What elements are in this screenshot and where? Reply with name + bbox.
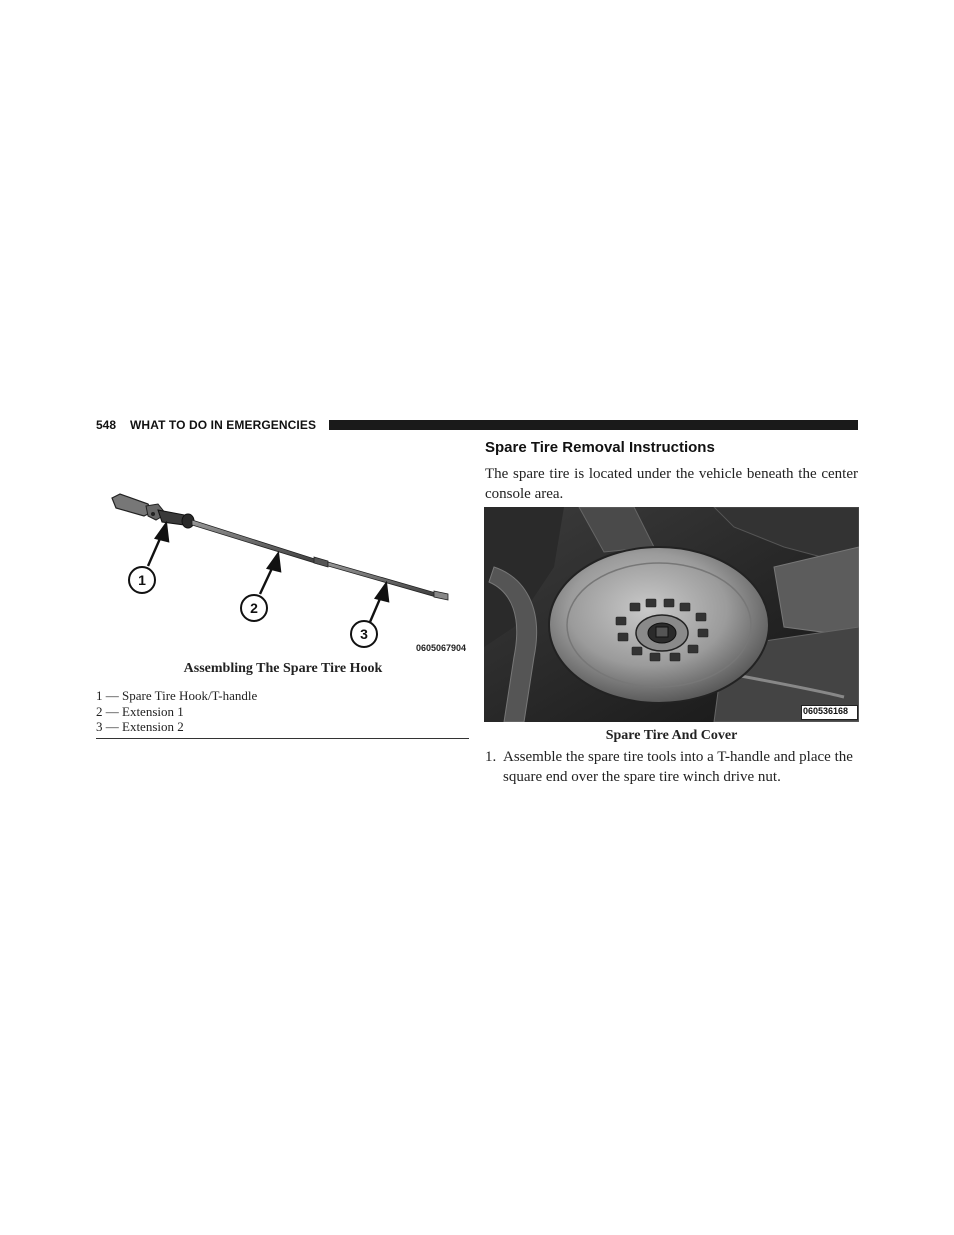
- section-heading: Spare Tire Removal Instructions: [485, 439, 715, 456]
- step-1-number: 1.: [485, 749, 497, 765]
- figure-2-caption: Spare Tire And Cover: [605, 728, 738, 743]
- t-handle-graphic: [112, 494, 194, 528]
- page-header: [96, 417, 858, 433]
- page-number: 548: [96, 418, 117, 432]
- figure-1-code: 0605067904: [416, 643, 467, 653]
- legend-rule: [96, 738, 469, 739]
- callout-3-label: 3: [360, 626, 368, 642]
- spare-tire-hook-illustration: [96, 484, 470, 656]
- spare-tire-photo: [484, 507, 859, 722]
- legend-item: 1 — Spare Tire Hook/T-handle: [96, 688, 258, 703]
- figure-1-caption: Assembling The Spare Tire Hook: [183, 661, 383, 676]
- section-title: WHAT TO DO IN EMERGENCIES: [130, 418, 317, 432]
- callout-1-label: 1: [138, 572, 146, 588]
- callout-arrow-2: [260, 554, 280, 594]
- step-1-text: Assemble the spare tire tools into a T-handle and place the square end over the spare tire winch drive nut.: [503, 749, 853, 785]
- callout-arrow-3: [370, 584, 388, 622]
- callout-3: [351, 621, 377, 647]
- callout-arrow-1: [148, 524, 168, 566]
- legend-item: 3 — Extension 2: [96, 719, 184, 734]
- callout-2: [241, 595, 267, 621]
- figure-1-legend: [96, 688, 257, 735]
- header-rule: [329, 420, 858, 430]
- figure-2-code: 060536168: [803, 706, 849, 716]
- callout-1: [129, 567, 155, 593]
- callout-2-label: 2: [250, 600, 258, 616]
- intro-paragraph: The spare tire is located under the vehicle beneath the center console area.: [485, 466, 858, 502]
- legend-item: 2 — Extension 1: [96, 703, 184, 719]
